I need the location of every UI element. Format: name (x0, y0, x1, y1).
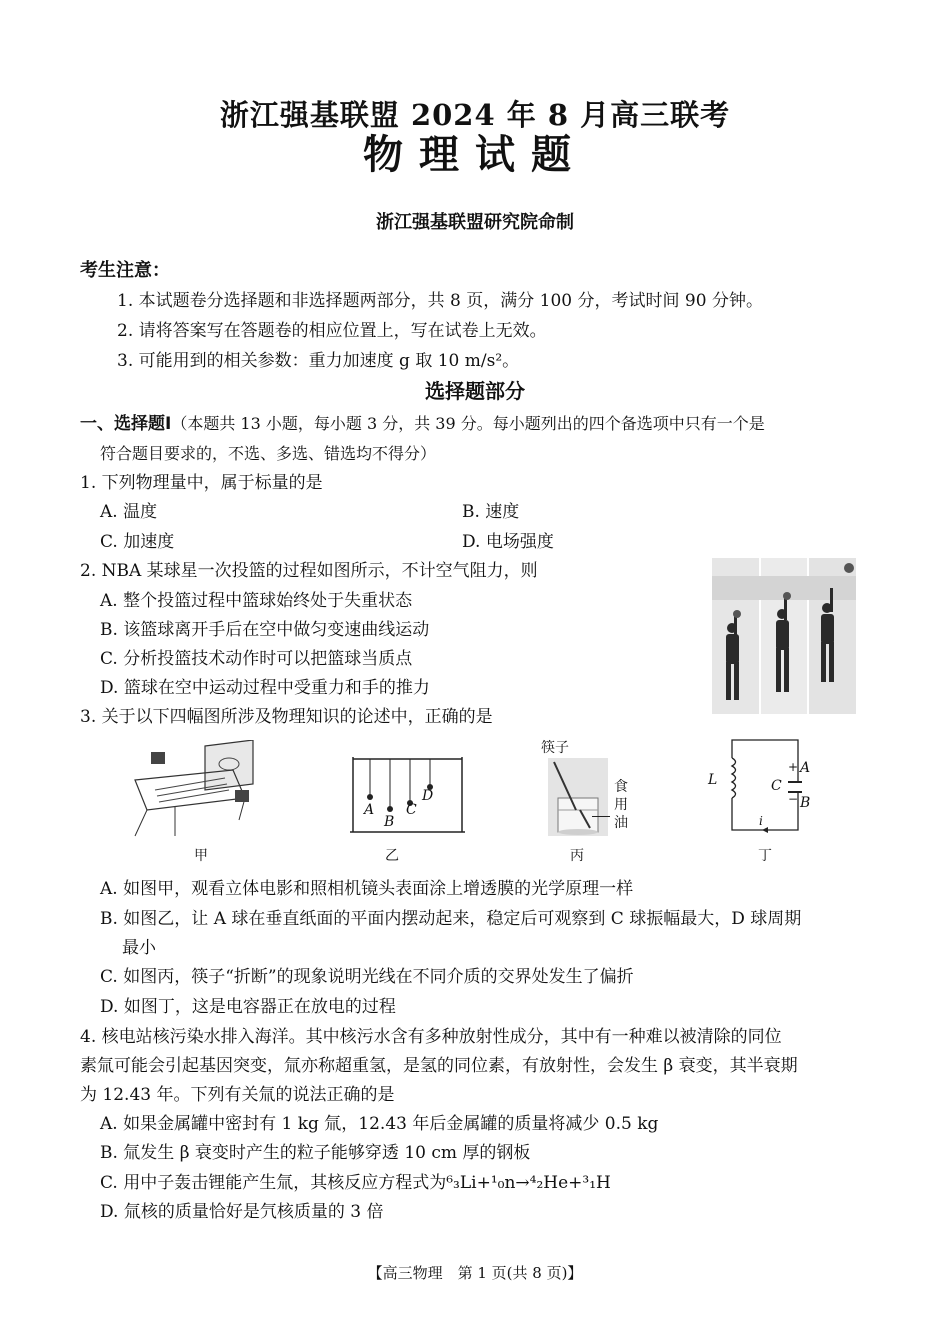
q4-option-d: D. 氚核的质量恰好是氕核质量的 3 倍 (100, 1202, 384, 1222)
notice-item-2: 2. 请将答案写在答题卷的相应位置上，写在试卷上无效。 (117, 321, 547, 341)
figure-ding-inductor-l: L (708, 772, 718, 788)
q1-option-b: B. 速度 (462, 502, 520, 522)
exam-title: 浙江强基联盟 2024 年 8 月高三联考 (219, 98, 731, 132)
subject-title: 物理试题 (363, 131, 587, 178)
figure-ding-plus: + (788, 760, 799, 774)
figure-yi-ball-d: D (422, 788, 434, 804)
section-heading-line2: 符合题目要求的，不选、多选、错选均不得分） (100, 444, 437, 463)
figure-ding-current-i: i (759, 814, 763, 828)
notice-item-3: 3. 可能用到的相关参数：重力加速度 g 取 10 m/s²。 (117, 351, 520, 371)
q4-stem-line2: 素氚可能会引起基因突变，氚亦称超重氢，是氢的同位素，有放射性，会发生 β 衰变，其半衰期 (80, 1056, 798, 1076)
figure-yi-ball-b: B (384, 814, 395, 830)
figure-bing-oil-2: 用 (614, 797, 628, 813)
q3-option-b-line1: B. 如图乙，让 A 球在垂直纸面的平面内摆动起来，稳定后可观察到 C 球振幅最大，D 球周期 (100, 909, 802, 929)
q4-stem-line3: 为 12.43 年。下列有关氚的说法正确的是 (80, 1085, 395, 1105)
figure-ding-plate-b: B (800, 795, 811, 811)
figure-bing-chopsticks-text: 筷子 (541, 740, 569, 756)
q2-option-a: A. 整个投篮过程中篮球始终处于失重状态 (100, 591, 413, 611)
exam-subtitle: 浙江强基联盟研究院命制 (376, 212, 574, 233)
q4-option-c (100, 1172, 611, 1194)
section-title: 选择题部分 (425, 379, 525, 403)
page-footer: 【高三物理 第 1 页(共 8 页)】 (367, 1264, 583, 1282)
figure-yi-label: 乙 (385, 848, 399, 864)
figure-bing-oil-1: 食 (614, 779, 628, 795)
q3-option-a: A. 如图甲，观看立体电影和照相机镜头表面涂上增透膜的光学原理一样 (100, 879, 634, 899)
notice-item-1: 1. 本试题卷分选择题和非选择题两部分，共 8 页，满分 100 分，考试时间 90 分钟。 (117, 291, 763, 311)
figure-jia-label: 甲 (194, 848, 208, 864)
figure-jia-projector (115, 740, 265, 840)
basketball-shot-photo (712, 558, 856, 714)
q1-option-c: C. 加速度 (100, 532, 175, 552)
q4-nuclear-equation: ⁶₃Li+¹₀n→⁴₂He+³₁H (446, 1173, 611, 1193)
q1-option-a: A. 温度 (100, 502, 158, 522)
q4-stem-line1: 4. 核电站核污染水排入海洋。其中核污水含有多种放射性成分，其中有一种难以被清除的同位 (80, 1027, 782, 1047)
notice-heading: 考生注意： (80, 260, 170, 281)
figure-ding-capacitor-c: C (771, 778, 782, 794)
figure-ding-minus: − (788, 792, 799, 806)
q2-option-d: D. 篮球在空中运动过程中受重力和手的推力 (100, 678, 430, 698)
figure-yi-pendulums (350, 755, 465, 835)
figure-yi-ball-a: A (364, 802, 375, 818)
figure-bing-oil-3: 油 (614, 815, 628, 831)
figure-ding-label: 丁 (758, 848, 772, 864)
figure-yi-ball-c: C (406, 802, 417, 818)
section-heading (80, 413, 765, 435)
q2-option-c: C. 分析投篮技术动作时可以把篮球当质点 (100, 649, 413, 669)
q1-stem: 1. 下列物理量中，属于标量的是 (80, 473, 323, 493)
section-heading-bold: 一、选择题Ⅰ (80, 414, 172, 434)
q1-option-d: D. 电场强度 (462, 532, 554, 552)
q2-stem: 2. NBA 某球星一次投篮的过程如图所示，不计空气阻力，则 (80, 561, 538, 581)
q4-option-b: B. 氚发生 β 衰变时产生的粒子能够穿透 10 cm 厚的钢板 (100, 1143, 531, 1163)
q3-option-c: C. 如图丙，筷子“折断”的现象说明光线在不同介质的交界处发生了偏折 (100, 967, 634, 987)
figure-bing-glass (548, 758, 608, 836)
figure-ding-plate-a: A (800, 760, 811, 776)
q4-option-c-text: C. 用中子轰击锂能产生氚，其核反应方程式为 (100, 1173, 447, 1193)
q4-option-a: A. 如果金属罐中密封有 1 kg 氚，12.43 年后金属罐的质量将减少 0.5 kg (100, 1114, 659, 1134)
q2-option-b: B. 该篮球离开手后在空中做匀变速曲线运动 (100, 620, 430, 640)
q3-option-b-line2: 最小 (122, 938, 156, 958)
q3-option-d: D. 如图丁，这是电容器正在放电的过程 (100, 997, 396, 1017)
section-heading-rest: （本题共 13 小题，每小题 3 分，共 39 分。每小题列出的四个备选项中只有一个是 (171, 414, 765, 433)
figure-bing-pointer-line (592, 816, 610, 817)
figure-bing-label: 丙 (570, 848, 584, 864)
q3-stem: 3. 关于以下四幅图所涉及物理知识的论述中，正确的是 (80, 707, 493, 727)
